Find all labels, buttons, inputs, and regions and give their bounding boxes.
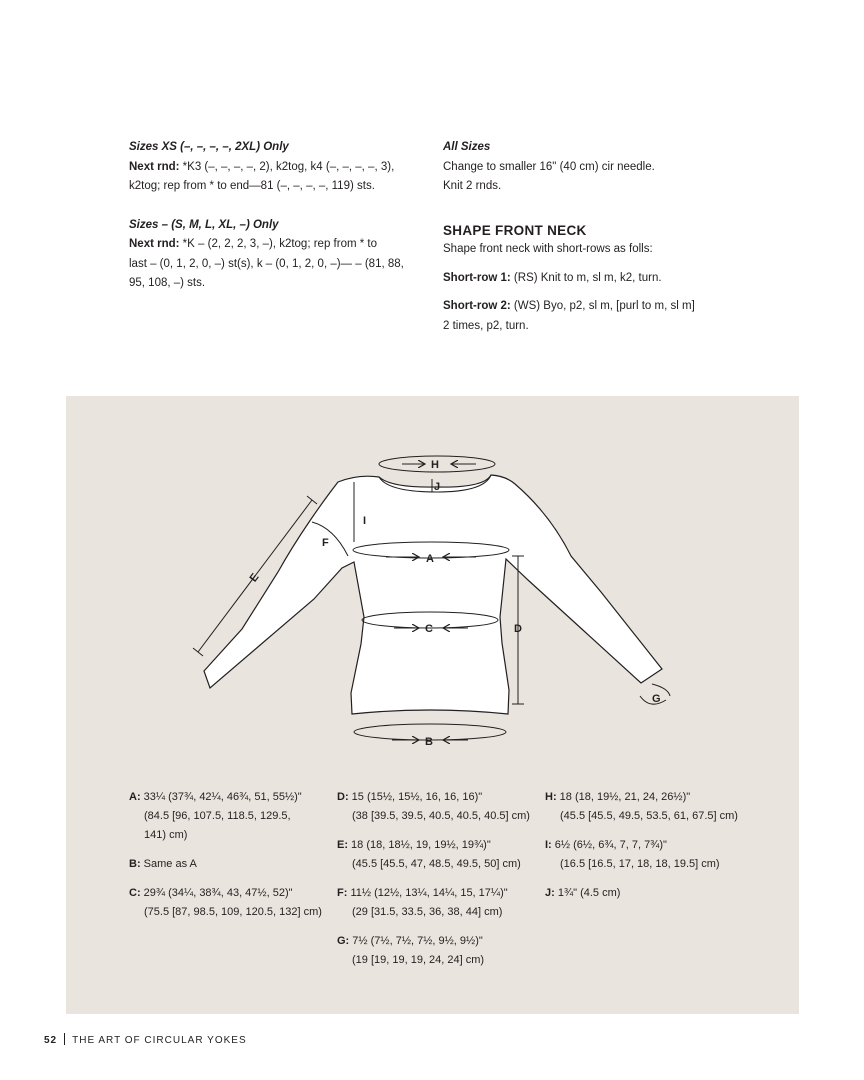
label-h: H <box>431 459 439 471</box>
sizes-sml-line1: Next rnd: *K – (2, 2, 2, 3, –), k2tog; rep from * to <box>129 238 377 250</box>
left-column <box>129 138 419 294</box>
measure-j: J: 1¾" (4.5 cm) <box>545 887 621 899</box>
label-b: B <box>425 736 433 748</box>
sizes-xs-line2: k2tog; rep from * to end—81 (–, –, –, –, 119) sts. <box>129 180 375 192</box>
label-e: E <box>247 571 262 585</box>
section-title: SHAPE FRONT NECK <box>443 222 587 238</box>
sizes-sml-line2: last – (0, 1, 2, 0, –) st(s), k – (0, 1, 2, 0, –)— – (81, 88, <box>129 257 404 270</box>
page-number: 52 <box>44 1035 58 1046</box>
label-c: C <box>425 623 433 635</box>
measure-d: D: 15 (15½, 15½, 16, 16, 16)" (38 [39.5, 39.5, 40.5, 40.5, 40.5] cm) <box>337 791 530 822</box>
book-title: THE ART OF CIRCULAR YOKES <box>72 1035 247 1046</box>
measure-h: H: 18 (18, 19½, 21, 24, 26½)" (45.5 [45.5, 49.5, 53.5, 61, 67.5] cm) <box>545 791 738 822</box>
measure-a: A: 33¼ (37¾, 42¼, 46¾, 51, 55½)" (84.5 [96, 107.5, 118.5, 129.5, 141) cm) <box>129 791 302 841</box>
label-f: F <box>322 537 329 549</box>
measure-c: C: 29¾ (34¼, 38¾, 43, 47½, 52)" (75.5 [87, 98.5, 109, 120.5, 132] cm) <box>129 887 322 918</box>
page-footer <box>44 1033 247 1046</box>
all-sizes-heading: All Sizes <box>443 141 491 153</box>
schematic-panel <box>66 396 799 1014</box>
sizes-sml-heading: Sizes – (S, M, L, XL, –) Only <box>129 218 279 231</box>
all-sizes-line2: Knit 2 rnds. <box>443 180 502 192</box>
measure-b: B: Same as A <box>129 858 197 870</box>
footer-divider <box>64 1033 65 1045</box>
sizes-xs-line1: Next rnd: *K3 (–, –, –, –, 2), k2tog, k4 (–, –, –, –, 3), <box>129 160 395 173</box>
sizes-xs-heading: Sizes XS (–, –, –, –, 2XL) Only <box>129 141 289 153</box>
measure-e: E: 18 (18, 18½, 19, 19½, 19¾)" (45.5 [45.5, 47, 48.5, 49.5, 50] cm) <box>337 839 521 870</box>
measure-i: I: 6½ (6½, 6¾, 7, 7, 7¾)" (16.5 [16.5, 17, 18, 18, 19.5] cm) <box>545 839 720 870</box>
label-g: G <box>652 693 661 705</box>
sweater-outline <box>204 475 662 714</box>
short-row-2-line2: 2 times, p2, turn. <box>443 319 529 332</box>
sizes-sml-line3: 95, 108, –) sts. <box>129 277 206 289</box>
measurements-col-3 <box>545 788 745 913</box>
measurements-col-2 <box>337 788 542 980</box>
label-j: J <box>434 481 441 493</box>
label-d: D <box>514 623 522 635</box>
short-row-2-line1: Short-row 2: (WS) Byo, p2, sl m, [purl to m, sl m] <box>443 300 695 312</box>
shape-intro: Shape front neck with short-rows as folls: <box>443 243 653 255</box>
all-sizes-line1: Change to smaller 16" (40 cm) cir needle. <box>443 160 655 173</box>
measurements-col-1 <box>129 788 329 932</box>
measure-f: F: 11½ (12½, 13¼, 14¼, 15, 17¼)" (29 [31.5, 33.5, 36, 38, 44] cm) <box>337 887 508 918</box>
label-a: A <box>426 553 434 565</box>
measure-g: G: 7½ (7½, 7½, 7½, 9½, 9½)" (19 [19, 19, 19, 24, 24] cm) <box>337 935 485 966</box>
short-row-1: Short-row 1: (RS) Knit to m, sl m, k2, turn. <box>443 271 662 284</box>
right-column <box>443 138 743 336</box>
label-i: I <box>363 515 367 527</box>
